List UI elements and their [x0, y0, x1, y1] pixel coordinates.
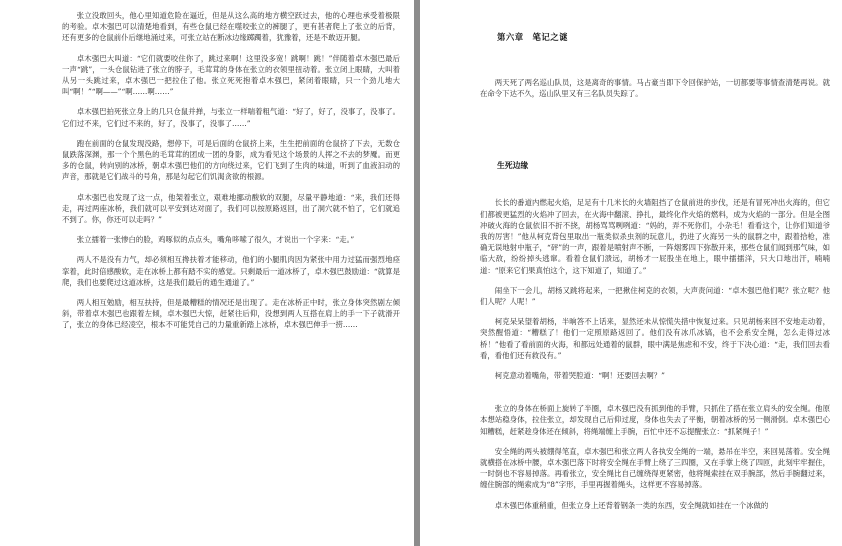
right-paragraph-1: 长长的番道内燃起火焰，足足有十几米长的火墙阻挡了仓鼠前进的步伐，还是有冒死冲出火海的，但它们都被更猛烈的火焰冲了回去，在火海中翻滚、挣扎，最终化作火焰的燃料，成为火焰的一部分。但是全图冲破火海的仓鼠依旧不折不挠，胡杨骂骂咧咧道：“妈的，弄不死你们，小杂毛！看看这个，让你们知道爷我的厉害！”他从柯克背包里取出一瓶类似杀虫剂的玩意儿，扔进了火海另一头的鼠群之中，跟着拾枪，准确无误地射中瓶子，“砰”的一声，跟着是喷射声不断，一阵烟雾四下弥散开来，那些仓鼠们闻到那气味，如临大敌，纷纷掉头逃窜。看着仓鼠们溃远，胡杨才一屁股坐在地上，眼中擂擂洋，只大口地出汗，喃喃道：“原来它们果真怕这个，这下知道了，知道了。”: [480, 198, 830, 275]
intro-paragraph: 两天死了两名巡山队员，这是离奇的事情。马占豪当即下令回保护站，一切都要等事情查清楚再说。就在命令下达不久，巡山队里又有三名队员失踪了。: [480, 78, 830, 99]
right-paragraph-2: 闹坐下一会儿，胡杨又跳将起来，一把揪住柯克的衣领，大声责问道：“卓木强巴他们呢？张立呢？他们人呢？人呢！”: [480, 285, 830, 307]
section-title: 生死边缘: [497, 161, 529, 171]
right-paragraph-6: 安全绳的两头被绷得笔直，卓木强巴和张立两人各执安全绳的一端，悬吊在半空，来回晃荡着。安全绳就横搭在冰桥中腰，卓木强巴落下时将安全绳在手臂上绕了三四圈，又在手掌上绕了四匝，此刻牢牢握住，一时倒也不容易掉落。再看张立，安全绳比自己缠绕得更紧密，他将绳索挂在双手腕部，然后手腕翻过来，缠住腕部的绳索成为“8”字形，手里再握着绳头，这样更不容易掉落。: [480, 446, 830, 490]
right-paragraph-4: 柯克意动着嘴角，带着哭腔道：“啊！还要回去啊？”: [494, 371, 665, 381]
left-page: [0, 0, 414, 546]
left-paragraph-2: 卓木强巴大叫道：“它们就要咬住你了，跳过来啊！这里没多宽！跳啊！跳！”伴随着卓木强巴最后一声“跳”，一头仓鼠钻进了张立的脖子，毛茸茸的身体在张立的衣领里扭动着。张立闭上眼睛，大叫着从另一头跳过来，卓木强巴一把拉住了他。张立死死抱着卓木强巴，紧闭着眼睛，只一个劲儿地大叫“啊！”“啊——”“啊……啊……”: [62, 53, 400, 97]
right-paragraph-5: 张立的身体在桥面上旋转了半圈，卓木强巴没有抓到他的手臂，只抓住了搭在张立肩头的安全绳。他原本想站稳身体，拉住张立，却发现自己后仰过度，身体也失去了平衡，朝着冰桥的另一侧滑倒。卓木强巴心知糟糕，赶紧趁身体还在倾斜，将绳端缠上手腕，百忙中还不忘提醒张立：“抓紧绳子！”: [480, 404, 830, 436]
right-paragraph-7: 卓木强巴体重稍重，但张立身上还背着钢条一类的东西，安全绳就如挂在一个冰做的: [494, 500, 769, 510]
left-paragraph-4: 跑在前面的仓鼠发现没路，想停下，可是后面的仓鼠挤上来，生生把前面的仓鼠挤了下去，无数仓鼠跌落深渊，那一个个黑色的毛茸茸的团成一团的身影，成为看见这个场景的人挥之不去的梦魇。而更多的仓鼠，转向别的冰桥，朝卓木强巴他们的方向绕过来，它们飞到了生肉的味道，听到了血液汩动的声音，那就是它们战斗的号角，那是勾起它们饥渴贪欲的根源。: [62, 138, 400, 182]
right-paragraph-3: 柯克呆呆望着胡杨，半晌答不上话来，显然还未从惊慌失措中恢复过来。只见胡杨来回不安地走动着，突然醒悟道：“糟糕了！他们一定照原路返回了。他们没有冰爪冰镐，也不会系安全绳，怎么走得过冰桥！”他看了看前面的火海，和都远处通着的鼠群，眼中满是焦虑和不安，终于下决心道：“走，我们回去看看，看他们还有救没有。”: [480, 317, 830, 360]
left-paragraph-6: 张立擂着一张惨白的脸，鸡啄似的点点头，嘴角哆嗦了很久，才说出一个字来：“走。”: [76, 235, 355, 245]
left-paragraph-3: 卓木强巴拍死张立身上的几只仓鼠并掸，与张立一样喘着粗气道：“好了，好了，没事了，没事了。它们过不来，它们过不来的，好了，没事了，没事了……”: [62, 107, 400, 128]
left-paragraph-5: 卓木强巴也发现了这一点，他架着张立，艰难地挪动酸软的双腿，尽量平静地道：“来，我们还得走，再过两座冰桥，我们就可以平安到达对面了，我们可以按原路返回，出了洞穴就不怕了，它们就追不到了。你，你还可以走吗？”: [62, 192, 400, 225]
left-paragraph-8: 两人相互勉励，相互扶持，但是最糟糕的情况还是出现了。走在冰桥正中时，张立身体突然剧左倾斜，带着卓木强巴也跟着左倾，卓木强巴大惊，赶紧往后仰，没想到两人互搭在肩上的手一下子就滑开了，张立的身体已经凌空，根本不可能凭自己的力量重新踏上冰桥，卓木强巴伸手一捞……: [62, 298, 400, 330]
left-paragraph-1: 张立没敢回头，他心里知道危险在逼近，但是从这么高的地方横空跃过去，他的心理也承受着极限的考验。卓木强巴可以清楚地看到，有些仓鼠已经在噬咬张立的裤腿了，更有甚者爬上了张立的后背，还有更多的仓鼠前仆后继地涌过来，可张立站在断冰边缘踯躅着，犹豫着，还是不敢迈开腿。: [62, 11, 400, 43]
left-paragraph-7: 两人不是没有力气，却必须相互搀扶着才能移动，他们的小腿肌肉因为紧张中用力过猛而强烈地痉挛着，此时倍感酸软，走在冰桥上都有踏不实的感觉。只剩最后一道冰桥了，卓木强巴鼓励道：“就算是爬，我们也要爬过这道冰桥，这是我们最后的通生通道了。”: [62, 255, 400, 287]
right-page: [420, 0, 842, 546]
chapter-title: 第六章 笔记之谜: [497, 32, 568, 42]
